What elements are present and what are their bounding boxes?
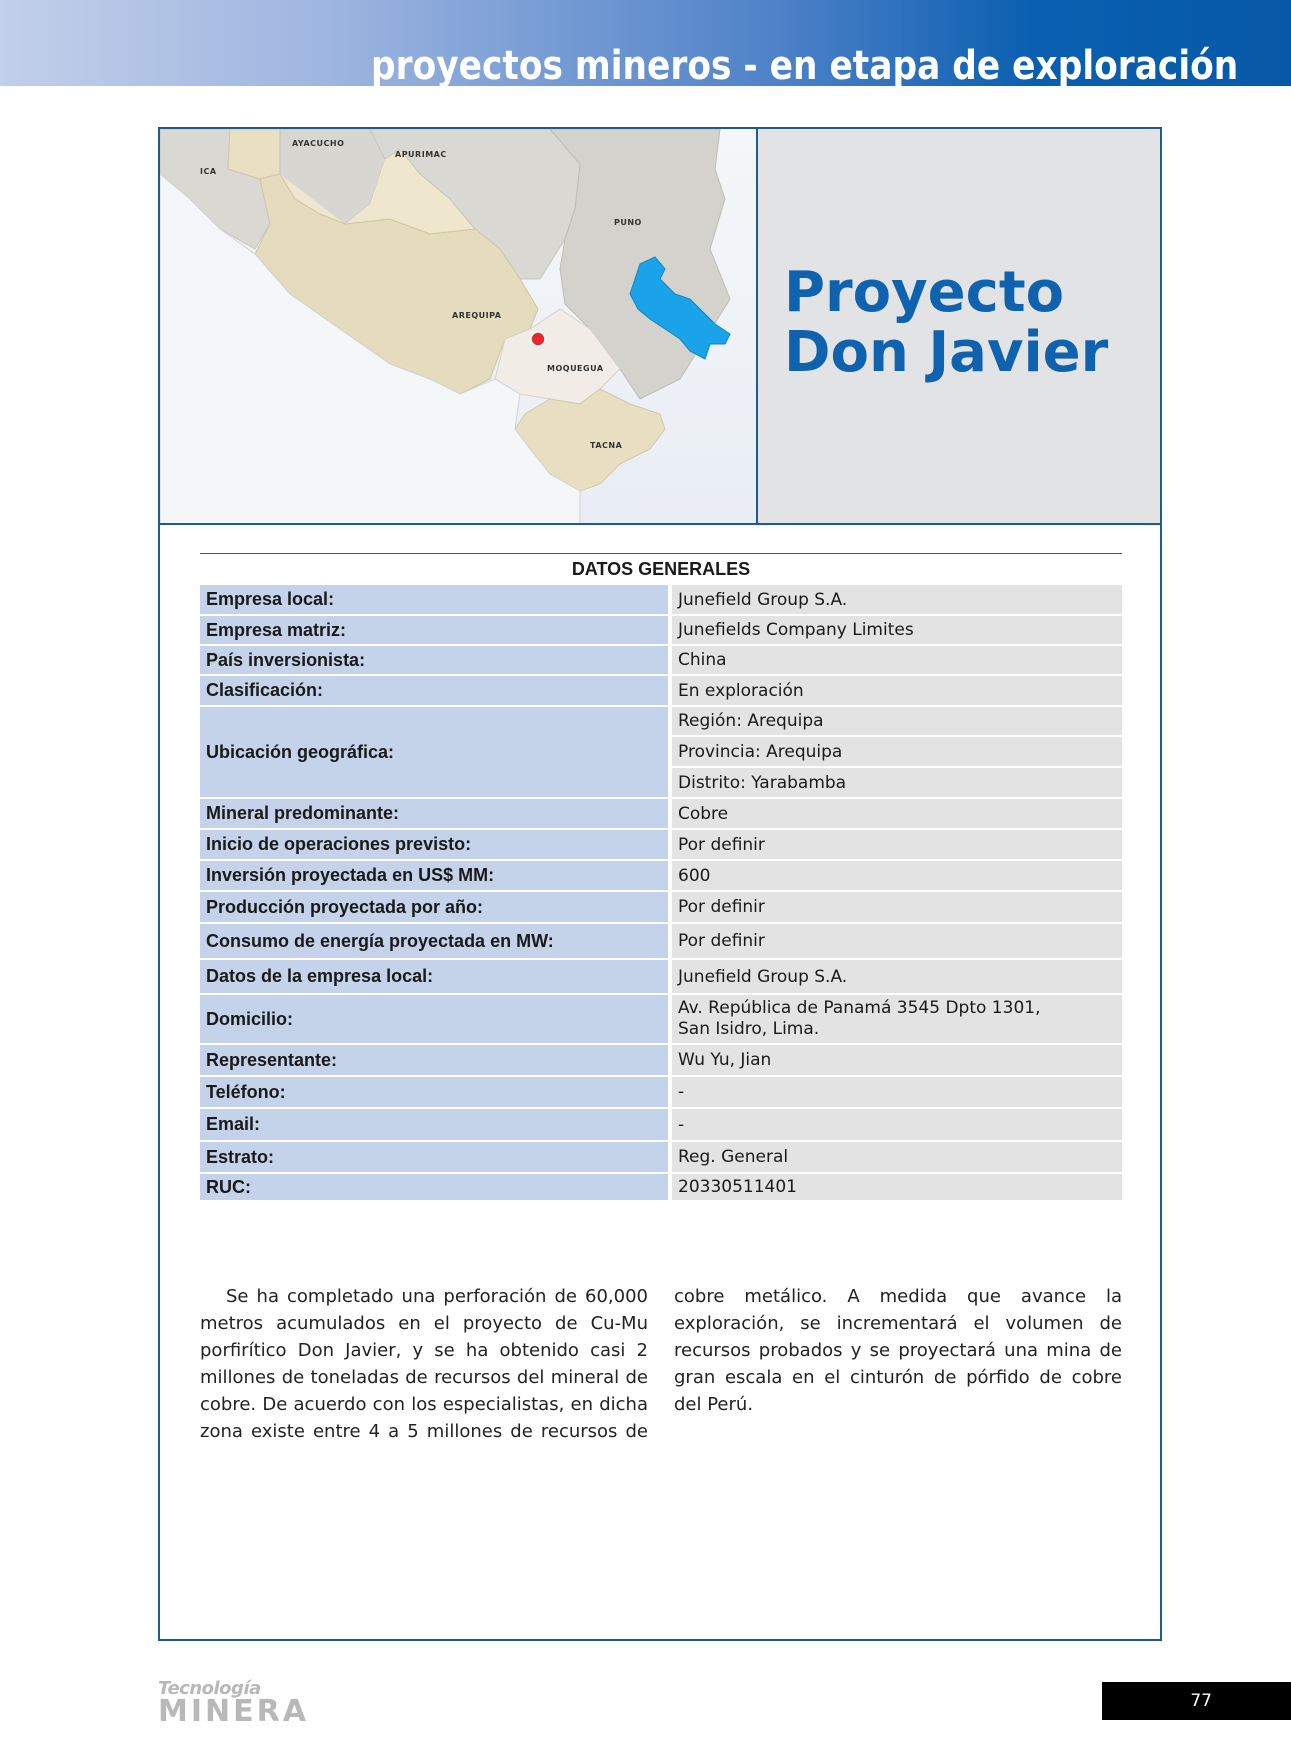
row-value: Cobre xyxy=(670,798,1122,829)
table-caption: DATOS GENERALES xyxy=(571,559,751,579)
map-label-ica: ICA xyxy=(200,167,217,176)
row-label: Empresa local: xyxy=(200,585,670,615)
row-label: RUC: xyxy=(200,1173,670,1201)
table-row xyxy=(200,829,1122,860)
row-value: Distrito: Yarabamba xyxy=(670,767,1122,798)
table-row xyxy=(200,959,1122,994)
row-label: País inversionista: xyxy=(200,645,670,675)
datos-generales-table xyxy=(200,553,1122,1202)
map-label-tacna: TACNA xyxy=(590,441,623,450)
location-map xyxy=(160,129,758,525)
row-value xyxy=(670,994,1122,1044)
row-value: - xyxy=(670,1076,1122,1108)
row-label: Datos de la empresa local: xyxy=(200,959,670,994)
table-row xyxy=(200,1141,1122,1173)
body-text xyxy=(200,1283,1122,1445)
row-value: Por definir xyxy=(670,891,1122,923)
table-row xyxy=(200,645,1122,675)
project-title-line-2: Don Javier xyxy=(784,320,1109,385)
table-row xyxy=(200,1173,1122,1201)
row-label: Consumo de energía proyectada en MW: xyxy=(200,923,670,959)
row-value: Reg. General xyxy=(670,1141,1122,1173)
row-label: Empresa matriz: xyxy=(200,615,670,645)
table-row xyxy=(200,675,1122,706)
row-label: Estrato: xyxy=(200,1141,670,1173)
row-label: Mineral predominante: xyxy=(200,798,670,829)
row-label: Inicio de operaciones previsto: xyxy=(200,829,670,860)
row-value: En exploración xyxy=(670,675,1122,706)
row-value: Junefield Group S.A. xyxy=(670,585,1122,615)
map-label-moquegua: MOQUEGUA xyxy=(547,364,604,373)
section-title: proyectos mineros - en etapa de exploración xyxy=(371,43,1239,89)
table-row xyxy=(200,994,1122,1044)
row-label: Teléfono: xyxy=(200,1076,670,1108)
table-row xyxy=(200,615,1122,645)
table-row xyxy=(200,1108,1122,1141)
row-value: Wu Yu, Jian xyxy=(670,1044,1122,1076)
row-value: - xyxy=(670,1108,1122,1141)
page-number-box xyxy=(1102,1682,1291,1720)
body-paragraph: Se ha completado una perforación de 60,000 metros acumulados en el proyecto de Cu-Mu porfirítico Don Javier, y se ha obtenido casi 2 millones de toneladas de recursos del mineral de cobre. De acuerdo con los especialistas, en dicha zona existe entre 4 a 5 millones de recursos de cobre metálico. A medida que avance la exploración, se incrementará el volumen de recursos probados y se proyectará una mina de gran escala en el cinturón de pórfido de cobre del Perú. xyxy=(200,1286,1122,1442)
table-row xyxy=(200,706,1122,736)
row-label: Inversión proyectada en US$ MM: xyxy=(200,860,670,891)
row-value: Provincia: Arequipa xyxy=(670,736,1122,767)
table-row xyxy=(200,798,1122,829)
row-label: Clasificación: xyxy=(200,675,670,706)
table-row xyxy=(200,585,1122,615)
table-row xyxy=(200,923,1122,959)
row-value: China xyxy=(670,645,1122,675)
map-graphic xyxy=(160,129,758,525)
row-label: Producción proyectada por año: xyxy=(200,891,670,923)
domicilio-line-2: San Isidro, Lima. xyxy=(678,1019,820,1039)
table-row xyxy=(200,1044,1122,1076)
project-title xyxy=(784,260,1154,385)
row-label: Representante: xyxy=(200,1044,670,1076)
row-value: Región: Arequipa xyxy=(670,706,1122,736)
project-title-line-1: Proyecto xyxy=(784,260,1065,325)
title-panel xyxy=(758,129,1160,525)
table-row xyxy=(200,860,1122,891)
logo-bottom-text: MINERA xyxy=(158,1694,309,1729)
row-label: Email: xyxy=(200,1108,670,1141)
map-label-ayacucho: AYACUCHO xyxy=(292,139,345,148)
row-value: Por definir xyxy=(670,829,1122,860)
table-row xyxy=(200,891,1122,923)
map-label-apurimac: APURIMAC xyxy=(395,150,447,159)
row-value: 600 xyxy=(670,860,1122,891)
tecnologia-minera-logo xyxy=(158,1678,309,1729)
map-label-puno: PUNO xyxy=(614,218,642,227)
project-location-marker xyxy=(531,332,545,346)
row-value: Junefields Company Limites xyxy=(670,615,1122,645)
domicilio-line-1: Av. República de Panamá 3545 Dpto 1301, xyxy=(678,998,1041,1018)
row-label: Ubicación geográfica: xyxy=(200,706,670,798)
map-label-arequipa: AREQUIPA xyxy=(452,311,502,320)
page-number: 77 xyxy=(1190,1691,1212,1711)
row-value: 20330511401 xyxy=(670,1173,1122,1201)
row-value: Junefield Group S.A. xyxy=(670,959,1122,994)
logo-top-text: Tecnología xyxy=(158,1678,261,1699)
row-value: Por definir xyxy=(670,923,1122,959)
table-row xyxy=(200,1076,1122,1108)
row-label: Domicilio: xyxy=(200,994,670,1044)
